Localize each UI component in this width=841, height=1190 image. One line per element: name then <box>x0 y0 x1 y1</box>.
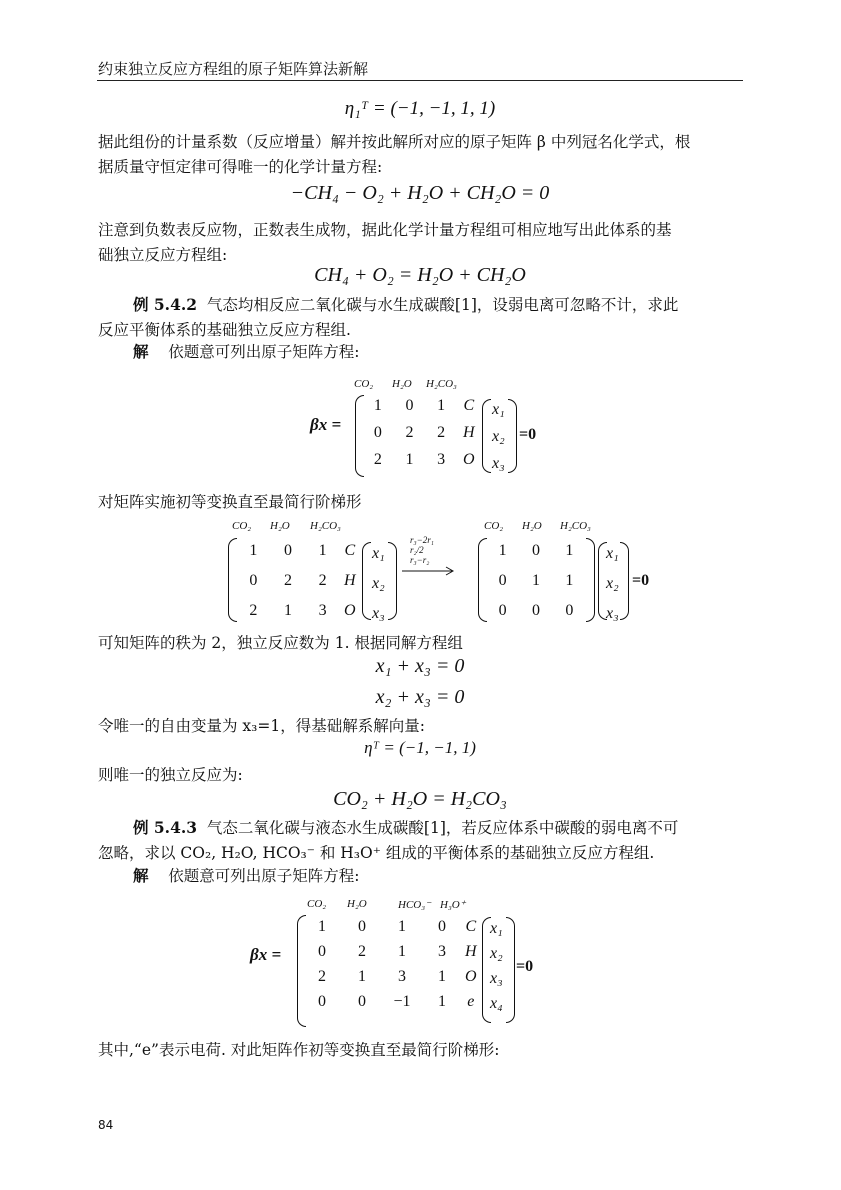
row-op-1: r₃−2r₁ <box>410 535 434 545</box>
rhs-zero-2: =0 <box>632 572 650 589</box>
example-5-4-3-line1 <box>133 818 678 838</box>
eta1-equation: η₁ᵀ = (−1, −1, 1, 1) <box>344 98 496 119</box>
vector2-left-paren <box>362 542 371 620</box>
reaction1-equation: CH₄ + O₂ = H₂O + CH₂O <box>314 264 526 286</box>
row-labels-3: C H O e <box>465 918 477 1010</box>
vector-x-3: x₁ x₂ x₃ <box>606 545 619 622</box>
running-header: 约束独立反应方程组的原子矩阵算法新解 <box>98 60 369 78</box>
col-label-h3o: H₃O⁺ <box>440 899 466 911</box>
col-label-hco3: HCO₃⁻ <box>398 899 431 911</box>
vector-right-paren <box>508 399 517 473</box>
vector2-right-paren <box>388 542 397 620</box>
para2-line1: 注意到负数表反应物，正数表生成物，据此化学计量方程组可相应地写出此体系的基 <box>98 221 672 239</box>
rank-text: 可知矩阵的秩为 2，独立反应数为 1. 根据同解方程组 <box>98 634 463 652</box>
col-label-h2o: H₂O <box>392 378 412 390</box>
vector4-right-paren <box>506 917 515 1023</box>
rhs-zero-3: =0 <box>516 958 534 975</box>
para2-line2: 础独立反应方程组: <box>98 246 228 264</box>
atom-matrix-2: 1 0 1 0 2 2 2 1 3 <box>249 542 327 619</box>
example-5-4-2-line1 <box>133 295 678 315</box>
col-label-h2o-3: H₂O <box>522 520 542 532</box>
example-5-4-3-line2: 忽略，求以 CO₂, H₂O, HCO₃⁻ 和 H₃O⁺ 组成的平衡体系的基础独立反应方程组. <box>98 844 655 862</box>
equation-b: x₂ + x₃ = 0 <box>375 686 465 708</box>
beta-x-lhs: βx = <box>310 415 342 434</box>
row-op-2: r₂/2 <box>410 545 424 555</box>
col-label-co2-2: CO₂ <box>232 520 252 532</box>
col-label-h2co3-2: H₂CO₃ <box>310 520 341 532</box>
atom-matrix-3: 1 0 1 0 0 2 1 3 2 1 3 1 0 0 −1 1 <box>318 918 446 1010</box>
solution-line <box>133 342 359 362</box>
matrix3-right-paren <box>586 538 595 622</box>
reaction-2-equation: CO₂ + H₂O = H₂CO₃ <box>333 788 507 810</box>
col-label-h2o-4: H₂O <box>347 898 367 910</box>
transform-arrow <box>402 566 456 576</box>
para1-line2: 据质量守恒定律可得唯一的化学计量方程: <box>98 158 383 176</box>
col-label-h2co3-3: H₂CO₃ <box>560 520 591 532</box>
solution-text: 依题意可列出原子矩阵方程: <box>168 343 360 361</box>
example-5-4-2-line2: 反应平衡体系的基础独立反应方程组. <box>98 321 351 339</box>
example-text: 气态均相反应二氧化碳与水生成碳酸[1]，设弱电离可忽略不计，求此 <box>206 296 679 314</box>
vector-x-2: x₁ x₂ x₃ <box>372 545 385 622</box>
col-label-h2o-2: H₂O <box>270 520 290 532</box>
reduced-matrix: 1 0 1 0 1 1 0 0 0 <box>498 542 574 619</box>
vector-left-paren <box>482 399 491 473</box>
col-label-co2: CO₂ <box>354 378 374 390</box>
rhs-zero-1: =0 <box>519 426 537 443</box>
charge-note: 其中,“e”表示电荷. 对此矩阵作初等变换直至最简行阶梯形: <box>98 1041 500 1059</box>
header-rule <box>97 80 743 81</box>
reduce-text: 对矩阵实施初等变换直至最简行阶梯形 <box>98 493 362 511</box>
col-label-co2-3: CO₂ <box>484 520 504 532</box>
col-label-h2co3: H₂CO₃ <box>426 378 457 390</box>
row-labels-2: C H O <box>344 542 356 619</box>
vector-x-4: x₁ x₂ x₃ x₄ <box>490 920 503 1012</box>
example-label: 例 5.4.2 <box>133 295 198 314</box>
equation-a: x₁ + x₃ = 0 <box>375 655 465 677</box>
vector-x-1: x₁ x₂ x₃ <box>492 401 505 472</box>
atom-matrix-1: 1 0 1 0 2 2 2 1 3 <box>373 397 446 468</box>
beta-x-lhs-2: βx = <box>250 945 282 964</box>
para1-line1: 据此组份的计量系数（反应增量）解并按此解所对应的原子矩阵 β 中列冠名化学式，根 <box>98 133 691 151</box>
stoich-equation: −CH₄ − O₂ + H₂O + CH₂O = 0 <box>290 182 550 204</box>
eta-vector: ηᵀ = (−1, −1, 1) <box>364 738 476 757</box>
page-number: 84 <box>98 1118 114 1132</box>
row-labels-1: C H O <box>463 397 475 468</box>
unique-reaction-text: 则唯一的独立反应为: <box>98 766 243 784</box>
col-label-co2-4: CO₂ <box>307 898 327 910</box>
example-label: 例 5.4.3 <box>133 818 198 837</box>
example-text: 气态二氧化碳与液态水生成碳酸[1]，若反应体系中碳酸的弱电离不可 <box>206 819 679 837</box>
free-variable-text: 令唯一的自由变量为 x₃=1，得基础解系解向量: <box>98 717 425 735</box>
solution-line-2 <box>133 866 359 886</box>
row-op-3: r₃−r₂ <box>410 555 430 565</box>
vector3-right-paren <box>620 542 629 620</box>
solution-text: 依题意可列出原子矩阵方程: <box>168 867 360 885</box>
solution-label: 解 <box>133 866 149 885</box>
solution-label: 解 <box>133 342 149 361</box>
